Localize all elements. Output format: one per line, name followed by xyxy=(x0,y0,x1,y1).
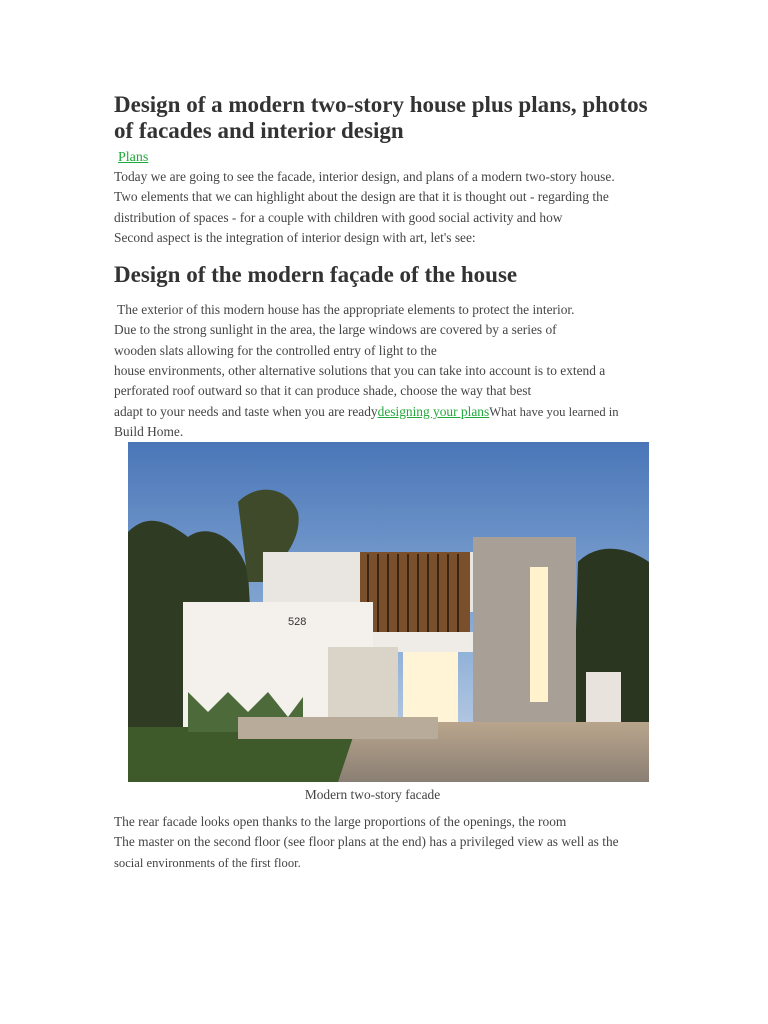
rear-line-small: social environments of the first floor. xyxy=(114,855,301,870)
designing-plans-link[interactable]: designing your plans xyxy=(377,403,490,419)
intro-line: Second aspect is the integration of interior design with art, let's see: xyxy=(114,229,476,245)
article xyxy=(114,92,659,442)
house-number: 528 xyxy=(288,616,307,628)
section-line: Due to the strong sunlight in the area, the large windows are covered by a series of xyxy=(114,322,557,338)
build-home-text: Build Home. xyxy=(114,423,184,439)
intro-line: distribution of spaces - for a couple with children with good social activity and how xyxy=(114,209,563,225)
section-paragraph xyxy=(114,300,659,442)
section-line: wooden slats allowing for the controlled entry of light to the xyxy=(114,342,437,358)
section-line: The exterior of this modern house has the appropriate elements to protect the interior. xyxy=(114,302,575,318)
section-line-with-link xyxy=(114,402,659,422)
intro-paragraph xyxy=(114,167,659,248)
rear-line: The master on the second floor (see floor plans at the end) has a privileged view as well as the xyxy=(114,834,619,850)
section-line: house environments, other alternative solutions that you can take into account is to extend a xyxy=(114,363,606,379)
section-heading: Design of the modern façade of the house xyxy=(114,262,518,288)
page-title: Design of a modern two-story house plus plans, photos of facades and interior design xyxy=(114,92,648,143)
house-illustration xyxy=(128,442,649,782)
intro-line: Today we are going to see the facade, interior design, and plans of a modern two-story house. xyxy=(114,169,615,184)
plans-tag-link[interactable]: Plans xyxy=(118,150,149,165)
figure-caption: Modern two-story facade xyxy=(304,787,441,802)
rear-line: The rear facade looks open thanks to the large proportions of the openings, the room xyxy=(114,814,567,829)
intro-line: Two elements that we can highlight about the design are that it is thought out - regarding the xyxy=(114,189,609,205)
section-line: perforated roof outward so that it can produce shade, choose the way that best xyxy=(114,383,532,399)
house-facade-photo xyxy=(128,442,649,782)
line-prefix: adapt to your needs and taste when you are ready xyxy=(114,403,378,419)
rear-paragraph xyxy=(114,812,659,873)
line-suffix: What have you learned in xyxy=(489,404,619,419)
